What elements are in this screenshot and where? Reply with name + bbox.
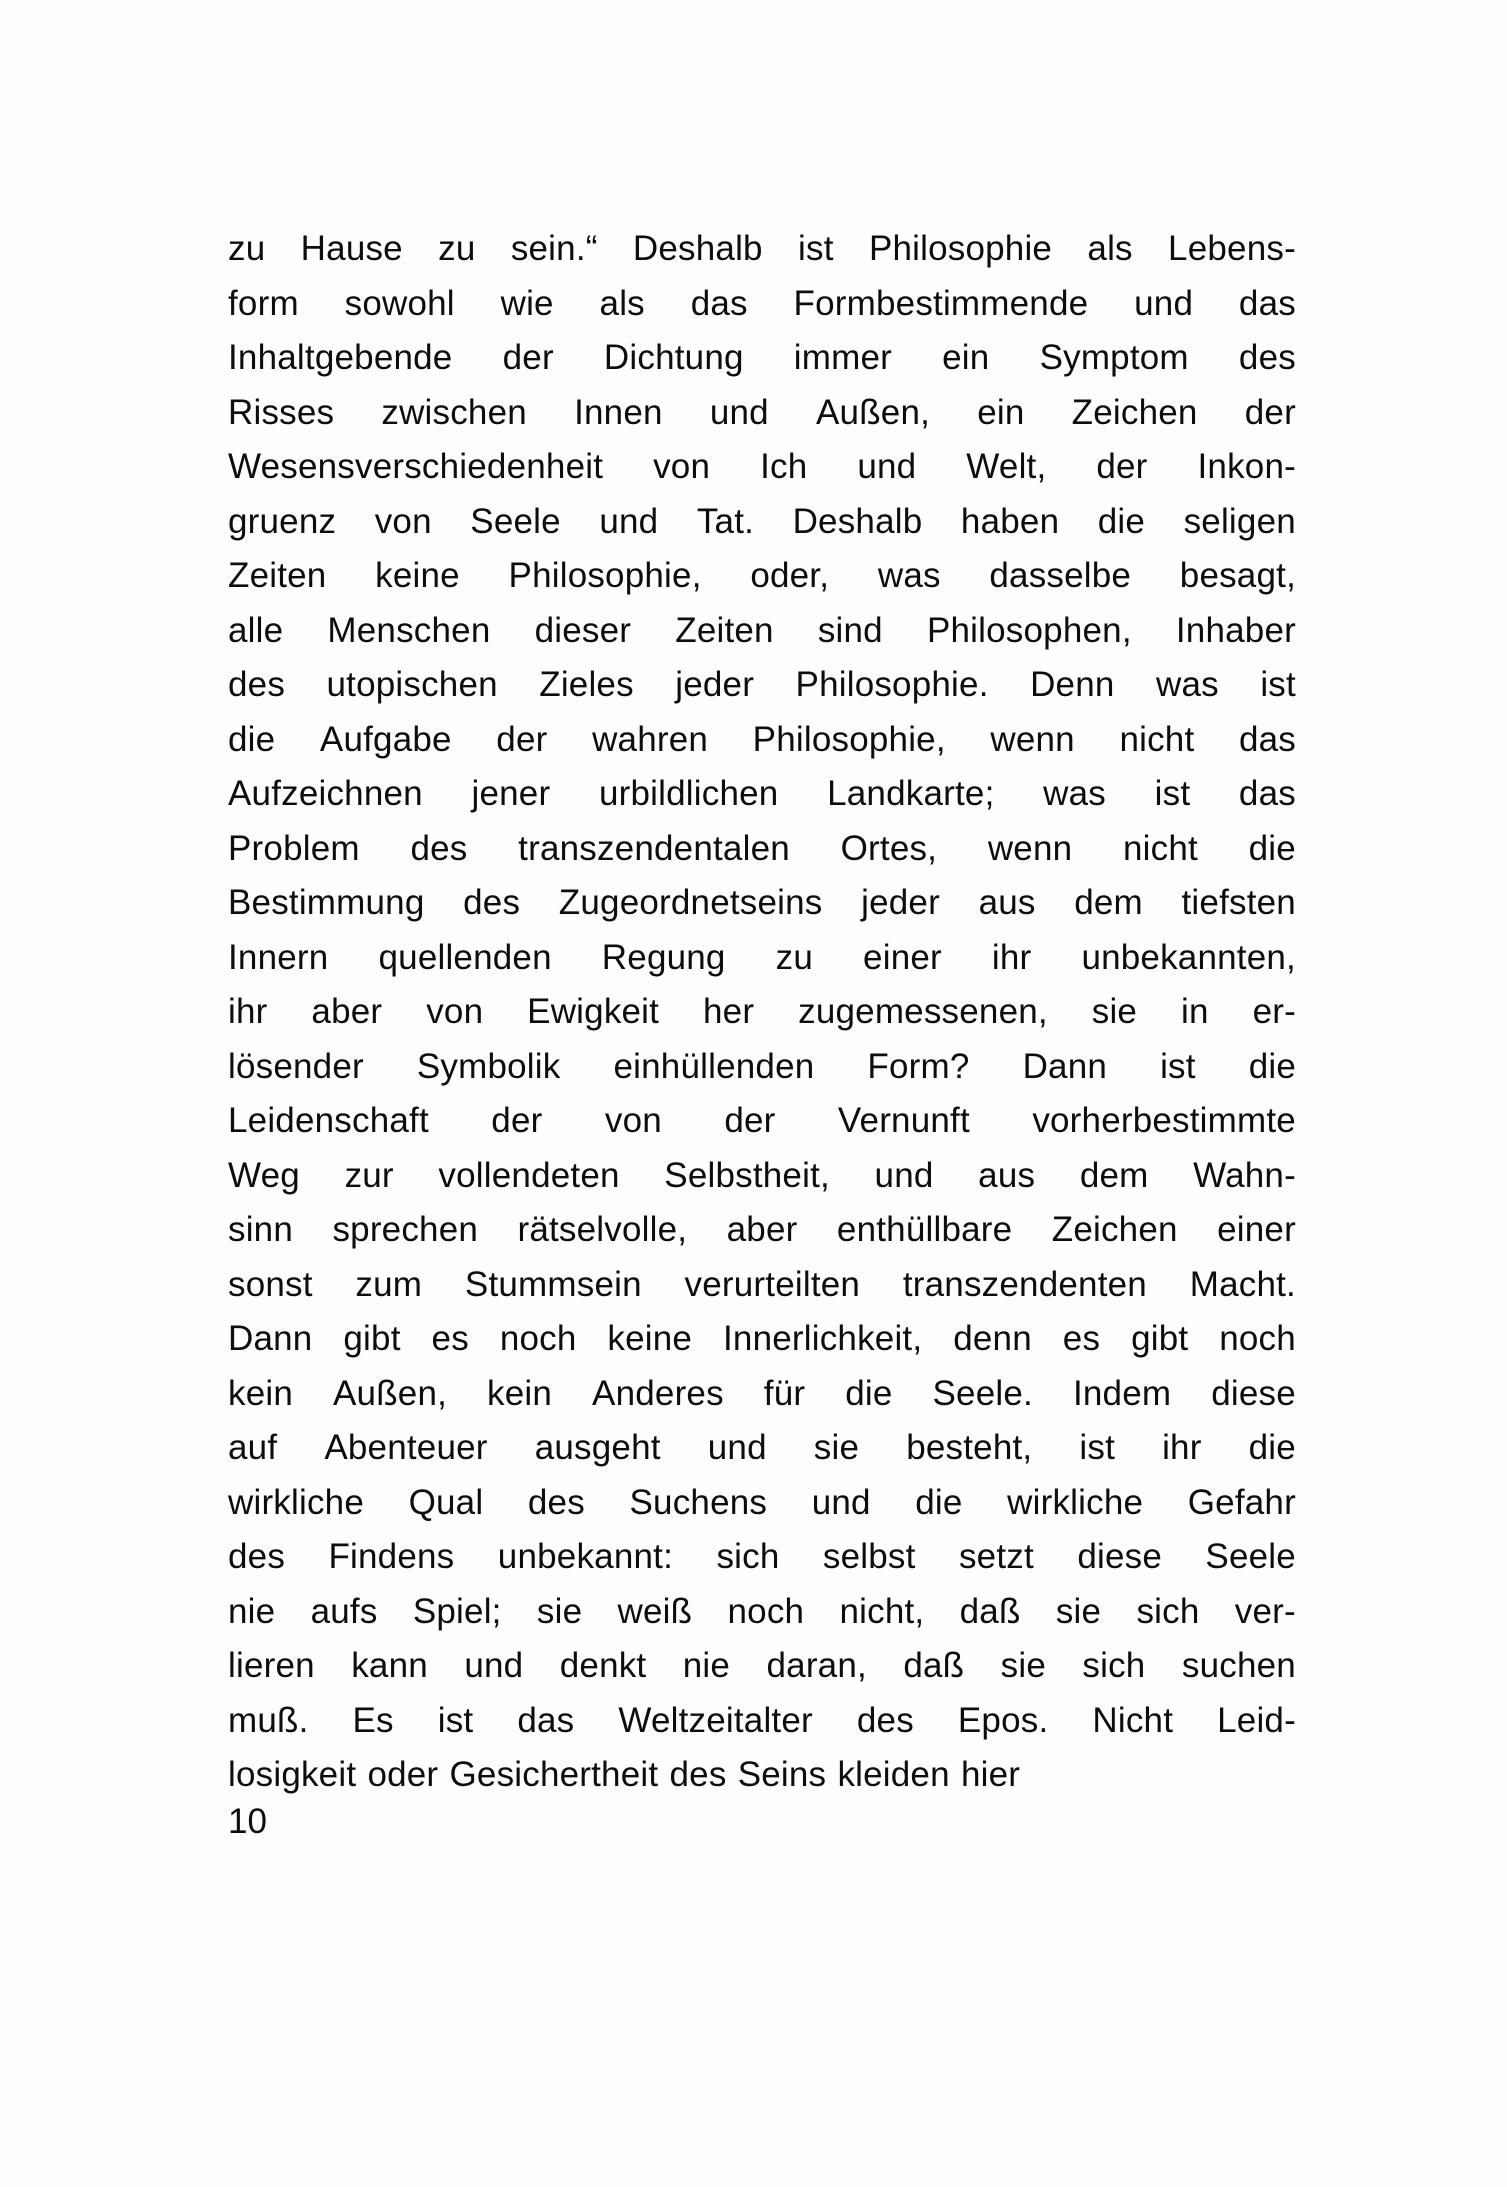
text-line bbox=[228, 1530, 1296, 1585]
text-line bbox=[228, 1367, 1296, 1422]
word: des bbox=[410, 828, 468, 868]
word: daran, bbox=[766, 1646, 867, 1685]
word: es bbox=[1062, 1319, 1101, 1358]
word: Indem bbox=[1072, 1373, 1172, 1413]
word: Es bbox=[352, 1700, 394, 1740]
word: als bbox=[1087, 229, 1133, 268]
word: Philosophie, bbox=[508, 556, 702, 595]
word: die bbox=[1248, 1046, 1296, 1086]
word: Zeichen bbox=[1071, 392, 1198, 432]
word: denkt bbox=[559, 1646, 647, 1685]
word: der bbox=[502, 338, 554, 377]
word: jeder bbox=[861, 883, 940, 922]
word: sein.“ bbox=[510, 229, 598, 268]
word: tiefsten bbox=[1181, 883, 1296, 922]
word: aus bbox=[978, 883, 1036, 922]
word: noch bbox=[499, 1319, 577, 1358]
word: diese bbox=[1211, 1373, 1296, 1413]
word: das bbox=[517, 1700, 575, 1740]
word: sich bbox=[1082, 1646, 1146, 1685]
word: jener bbox=[471, 774, 551, 813]
word: wirkliche bbox=[1007, 1482, 1144, 1522]
text-line bbox=[228, 822, 1296, 877]
word: für bbox=[763, 1373, 806, 1413]
word: utopischen bbox=[326, 665, 498, 704]
word: gibt bbox=[343, 1319, 401, 1358]
word: alle bbox=[228, 610, 284, 650]
word: Innen bbox=[574, 392, 663, 432]
word: Ewigkeit bbox=[527, 992, 660, 1031]
text-line bbox=[228, 985, 1296, 1040]
word: sie bbox=[1055, 1591, 1102, 1631]
word: ist bbox=[798, 229, 834, 268]
word: daß bbox=[959, 1591, 1021, 1631]
word: jeder bbox=[675, 665, 755, 704]
word: keine bbox=[375, 556, 460, 595]
word: auf bbox=[228, 1428, 278, 1467]
text-line bbox=[228, 931, 1296, 986]
word: Dichtung bbox=[603, 338, 744, 377]
word: Formbestimmende bbox=[793, 283, 1089, 323]
word: das bbox=[1238, 719, 1296, 759]
word: rätselvolle, bbox=[517, 1210, 688, 1249]
word: losigkeit bbox=[228, 1755, 357, 1794]
word: wie bbox=[500, 283, 554, 323]
word: sinn bbox=[228, 1210, 294, 1249]
word: Weg bbox=[228, 1155, 300, 1195]
word: die bbox=[1248, 1428, 1296, 1467]
word: sind bbox=[817, 610, 883, 650]
word: Denn bbox=[1030, 665, 1115, 704]
word: kein bbox=[228, 1373, 294, 1413]
word: Hause bbox=[300, 229, 403, 268]
word: der bbox=[724, 1101, 776, 1140]
word: Wesensverschiedenheit bbox=[228, 447, 604, 486]
text-line bbox=[228, 767, 1296, 822]
word: ihr bbox=[228, 992, 268, 1031]
word: sie bbox=[1000, 1646, 1047, 1685]
text-line bbox=[228, 495, 1296, 550]
word: Lebens- bbox=[1168, 229, 1296, 268]
word: einer bbox=[863, 937, 942, 977]
word: muß. bbox=[228, 1700, 309, 1740]
word: zwischen bbox=[381, 392, 527, 432]
word: Philosophen, bbox=[926, 610, 1132, 650]
word: Macht. bbox=[1189, 1264, 1296, 1304]
word: Aufzeichnen bbox=[228, 774, 423, 813]
text-line bbox=[228, 658, 1296, 713]
word: gibt bbox=[1131, 1319, 1189, 1358]
word: aber bbox=[311, 992, 383, 1031]
word: sich bbox=[716, 1537, 780, 1576]
word: ihr bbox=[991, 937, 1032, 977]
word: sonst bbox=[228, 1264, 313, 1304]
page-number: 10 bbox=[228, 1802, 267, 1841]
word: des bbox=[856, 1700, 914, 1740]
word: der bbox=[1244, 392, 1296, 432]
word: der bbox=[1096, 447, 1148, 486]
word: des bbox=[228, 1537, 286, 1576]
word: die bbox=[915, 1482, 963, 1522]
text-line bbox=[228, 440, 1296, 495]
text-line bbox=[228, 1094, 1296, 1149]
word: Zugeordnetseins bbox=[558, 883, 823, 922]
word: diese bbox=[1077, 1537, 1162, 1576]
word: Vernunft bbox=[837, 1101, 970, 1140]
word: Ich bbox=[760, 447, 808, 486]
word: vorherbestimmte bbox=[1032, 1101, 1296, 1140]
word: zu bbox=[438, 229, 476, 268]
word: Außen, bbox=[816, 392, 931, 432]
word: es bbox=[431, 1319, 469, 1358]
word: Seele bbox=[470, 501, 561, 541]
word: Inhaltgebende bbox=[228, 338, 453, 377]
word: die bbox=[845, 1373, 893, 1413]
word: einhüllenden bbox=[613, 1046, 815, 1086]
text-line bbox=[228, 1639, 1296, 1694]
text-line bbox=[228, 1040, 1296, 1095]
word: ein bbox=[942, 338, 990, 377]
word: nicht bbox=[1123, 828, 1198, 868]
word: Selbstheit, bbox=[664, 1155, 830, 1195]
word: noch bbox=[1219, 1319, 1296, 1358]
word: Deshalb bbox=[792, 501, 923, 541]
word: was bbox=[1156, 665, 1219, 704]
word: Qual bbox=[408, 1482, 484, 1522]
word: was bbox=[877, 556, 941, 595]
word: oder bbox=[367, 1755, 439, 1794]
word: Zieles bbox=[539, 665, 634, 704]
word: und bbox=[1134, 283, 1194, 323]
text-line bbox=[228, 331, 1296, 386]
word: Spiel; bbox=[412, 1591, 502, 1631]
word: von bbox=[604, 1101, 662, 1140]
word: Philosophie, bbox=[752, 719, 946, 759]
word: Abenteuer bbox=[324, 1428, 488, 1467]
word: sowohl bbox=[344, 283, 455, 323]
word: dem bbox=[1074, 883, 1143, 922]
word: aufs bbox=[310, 1591, 378, 1631]
word: wahren bbox=[592, 719, 709, 759]
word: Symptom bbox=[1039, 338, 1189, 377]
word: ver- bbox=[1234, 1591, 1296, 1631]
word: nie bbox=[682, 1646, 731, 1685]
word: Gesichertheit bbox=[449, 1755, 659, 1794]
word: haben bbox=[960, 501, 1060, 541]
word: sie bbox=[536, 1591, 583, 1631]
word: ihr bbox=[1162, 1428, 1202, 1467]
word: und bbox=[709, 392, 769, 432]
word: und bbox=[599, 501, 659, 541]
word: der bbox=[491, 1101, 543, 1140]
word: her bbox=[703, 992, 755, 1031]
word: keine bbox=[607, 1319, 693, 1358]
word: Leid- bbox=[1217, 1700, 1296, 1740]
word: zum bbox=[355, 1264, 423, 1304]
word: urbildlichen bbox=[598, 774, 779, 813]
word: Inkon- bbox=[1197, 447, 1296, 486]
word: die bbox=[1248, 828, 1296, 868]
word: Zeichen bbox=[1051, 1210, 1178, 1249]
text-line bbox=[228, 604, 1296, 659]
word: vollendeten bbox=[438, 1155, 620, 1195]
word: einer bbox=[1217, 1210, 1296, 1249]
word: Zeiten bbox=[228, 556, 327, 595]
word: Findens bbox=[328, 1537, 455, 1576]
word: lösender bbox=[228, 1046, 364, 1086]
word: als bbox=[599, 283, 645, 323]
word: von bbox=[374, 501, 432, 541]
word: und bbox=[811, 1482, 871, 1522]
word: Weltzeitalter bbox=[618, 1700, 813, 1740]
word: Aufgabe bbox=[319, 719, 452, 759]
word: Dann bbox=[1022, 1046, 1108, 1086]
word: suchen bbox=[1181, 1646, 1296, 1685]
word: sprechen bbox=[332, 1210, 479, 1249]
word: weiß bbox=[617, 1591, 693, 1631]
word: Innerlichkeit, bbox=[723, 1319, 923, 1358]
word: zu bbox=[775, 937, 814, 977]
word: Regung bbox=[601, 937, 726, 977]
word: denn bbox=[953, 1319, 1032, 1358]
word: ist bbox=[437, 1700, 474, 1740]
word: Suchens bbox=[629, 1482, 768, 1522]
word: Symbolik bbox=[416, 1046, 561, 1086]
word: Außen, bbox=[333, 1373, 448, 1413]
word: Problem bbox=[228, 828, 360, 868]
word: Wahn- bbox=[1193, 1155, 1296, 1195]
word: lieren bbox=[228, 1646, 315, 1685]
word: und bbox=[707, 1428, 767, 1467]
word: nicht bbox=[1119, 719, 1195, 759]
text-line bbox=[228, 386, 1296, 441]
body-text bbox=[228, 222, 1296, 1803]
word: immer bbox=[793, 338, 893, 377]
word: nicht, bbox=[839, 1591, 925, 1631]
text-line bbox=[228, 549, 1296, 604]
word: von bbox=[426, 992, 484, 1031]
word: Menschen bbox=[327, 610, 491, 650]
word: Bestimmung bbox=[228, 883, 425, 922]
word: gruenz bbox=[228, 501, 337, 541]
word: besagt, bbox=[1179, 556, 1296, 595]
word: von bbox=[653, 447, 711, 486]
word: wenn bbox=[990, 719, 1075, 759]
word: Anderes bbox=[592, 1373, 724, 1413]
word: zugemessenen, bbox=[798, 992, 1048, 1031]
word: Philosophie. bbox=[795, 665, 989, 704]
word: Philosophie bbox=[868, 229, 1053, 268]
text-line bbox=[228, 876, 1296, 931]
word: ist bbox=[1154, 774, 1191, 813]
word: des bbox=[669, 1755, 727, 1794]
word: und bbox=[874, 1155, 934, 1195]
word: transzendentalen bbox=[518, 828, 790, 868]
word: was bbox=[1043, 774, 1106, 813]
text-line bbox=[228, 713, 1296, 768]
word: Deshalb bbox=[632, 229, 763, 268]
word: unbekannten, bbox=[1081, 937, 1296, 977]
word: ist bbox=[1260, 665, 1296, 704]
word: Nicht bbox=[1092, 1700, 1174, 1740]
word: enthüllbare bbox=[836, 1210, 1013, 1249]
word: der bbox=[496, 719, 548, 759]
word: Seele. bbox=[932, 1373, 1033, 1413]
word: Risses bbox=[228, 392, 335, 432]
text-line bbox=[228, 277, 1296, 332]
word: transzendenten bbox=[902, 1264, 1147, 1304]
text-line bbox=[228, 1476, 1296, 1531]
word: noch bbox=[727, 1591, 805, 1631]
word: unbekannt: bbox=[497, 1537, 674, 1576]
word: Innern bbox=[228, 937, 329, 977]
word: nie bbox=[228, 1591, 276, 1631]
word: dem bbox=[1079, 1155, 1149, 1195]
word: form bbox=[228, 283, 299, 323]
word: Seins bbox=[737, 1755, 827, 1794]
word: die bbox=[228, 719, 276, 759]
word: das bbox=[1238, 283, 1296, 323]
word: Zeiten bbox=[675, 610, 774, 650]
word: ist bbox=[1160, 1046, 1196, 1086]
word: kein bbox=[487, 1373, 553, 1413]
word: sich bbox=[1136, 1591, 1200, 1631]
word: setzt bbox=[958, 1537, 1034, 1576]
word: Form? bbox=[867, 1046, 970, 1086]
word: kann bbox=[351, 1646, 428, 1685]
word: des bbox=[527, 1482, 585, 1522]
word: des bbox=[1238, 338, 1296, 377]
text-line bbox=[228, 222, 1296, 277]
word: des bbox=[228, 665, 286, 704]
text-line bbox=[228, 1149, 1296, 1204]
text-line bbox=[228, 1203, 1296, 1258]
word: besteht, bbox=[906, 1428, 1033, 1467]
word: wenn bbox=[987, 828, 1073, 868]
word: ein bbox=[977, 392, 1025, 432]
word: zu bbox=[228, 229, 266, 268]
word: selbst bbox=[822, 1537, 916, 1576]
word: oder, bbox=[750, 556, 830, 595]
word: aus bbox=[978, 1155, 1036, 1195]
word: quellenden bbox=[378, 937, 552, 977]
text-line bbox=[228, 1694, 1296, 1749]
word: Epos. bbox=[957, 1700, 1049, 1740]
word: Stummsein bbox=[464, 1264, 642, 1304]
word: Dann bbox=[228, 1319, 313, 1358]
word: Ortes, bbox=[840, 828, 938, 868]
word: und bbox=[857, 447, 917, 486]
word: hier bbox=[960, 1755, 1021, 1794]
word: die bbox=[1097, 501, 1146, 541]
word: in bbox=[1181, 992, 1209, 1031]
word: dieser bbox=[534, 610, 632, 650]
text-line bbox=[228, 1585, 1296, 1640]
word: Landkarte; bbox=[827, 774, 995, 813]
text-line bbox=[228, 1421, 1296, 1476]
word: und bbox=[464, 1646, 524, 1685]
word: er- bbox=[1252, 992, 1296, 1031]
text-line bbox=[228, 1748, 1296, 1803]
text-line bbox=[228, 1312, 1296, 1367]
word: des bbox=[463, 883, 521, 922]
word: das bbox=[690, 283, 748, 323]
word: wirkliche bbox=[228, 1482, 364, 1522]
word: Gefahr bbox=[1187, 1482, 1296, 1522]
word: verurteilten bbox=[684, 1264, 861, 1304]
word: seligen bbox=[1183, 501, 1296, 541]
word: zur bbox=[344, 1155, 394, 1195]
word: daß bbox=[903, 1646, 965, 1685]
word: das bbox=[1238, 774, 1296, 813]
word: Seele bbox=[1205, 1537, 1296, 1576]
word: Welt, bbox=[966, 447, 1047, 486]
word: aber bbox=[726, 1210, 798, 1249]
word: Inhaber bbox=[1175, 610, 1296, 650]
word: Tat. bbox=[696, 501, 755, 541]
word: sie bbox=[1091, 992, 1138, 1031]
word: ausgeht bbox=[534, 1428, 661, 1467]
word: kleiden bbox=[837, 1755, 950, 1794]
word: Leidenschaft bbox=[228, 1101, 429, 1140]
word: sie bbox=[813, 1428, 860, 1467]
word: dasselbe bbox=[989, 556, 1132, 595]
word: ist bbox=[1079, 1428, 1116, 1467]
text-line bbox=[228, 1258, 1296, 1313]
